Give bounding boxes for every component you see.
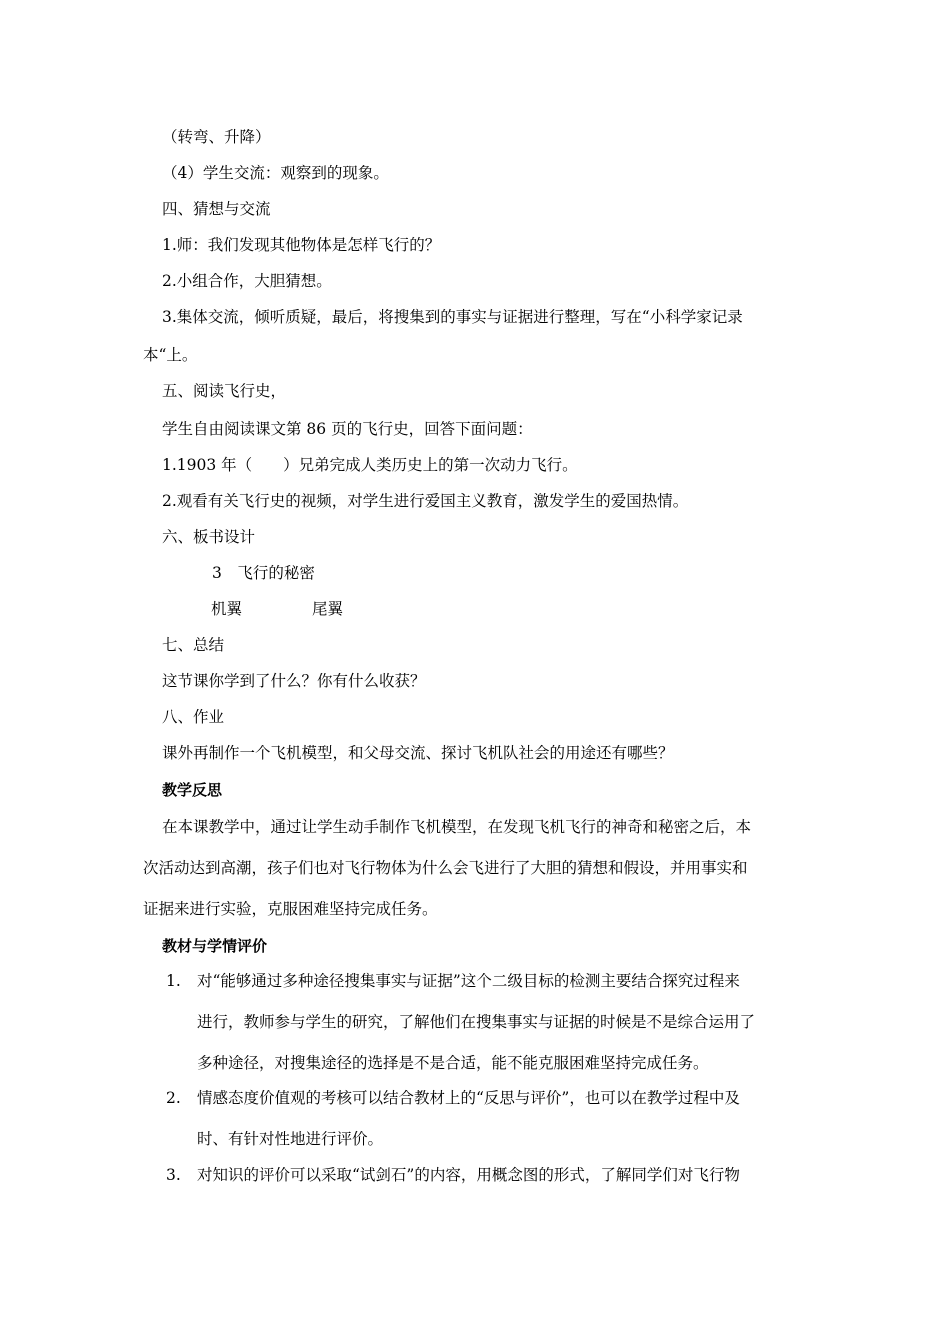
list-number: 3. [166,1166,181,1184]
list-number: 1. [166,972,181,990]
board-title: 3 飞行的秘密 [212,564,315,582]
board-item-left: 机翼 [211,600,243,618]
section-heading: 六、板书设计 [162,528,256,546]
list-item-line: 多种途径，对搜集途径的选择是不是合适，能不能克服困难坚持完成任务。 [197,1054,709,1072]
list-item-line: 对“能够通过多种途径搜集事实与证据”这个二级目标的检测主要结合探究过程来 [197,972,740,990]
section-heading: 八、作业 [162,708,225,726]
text-line: （4）学生交流：观察到的现象。 [162,164,389,182]
list-item-line: 时、有针对性地进行评价。 [197,1130,384,1148]
section-heading: 四、猜想与交流 [162,200,271,218]
reflection-heading: 教学反思 [162,781,223,799]
text-line: 次活动达到高潮，孩子们也对飞行物体为什么会飞进行了大胆的猜想和假设，并用事实和 [143,859,748,877]
text-line: 2.小组合作，大胆猜想。 [162,272,332,290]
board-item-right: 尾翼 [312,600,344,618]
text-line: 1.师：我们发现其他物体是怎样飞行的？ [162,236,441,254]
text-line: 3.集体交流，倾听质疑，最后，将搜集到的事实与证据进行整理，写在“小科学家记录 [162,308,743,326]
section-heading: 五、阅读飞行史， [162,382,287,400]
text-line: 证据来进行实验，克服困难坚持完成任务。 [143,900,438,918]
text-line: 学生自由阅读课文第 86 页的飞行史，回答下面问题： [162,420,533,438]
text-line: 在本课教学中，通过让学生动手制作飞机模型，在发现飞机飞行的神奇和秘密之后，本 [162,818,752,836]
text-line: 本“上。 [143,346,198,364]
text-line: （转弯、升降） [162,128,271,146]
list-item-line: 对知识的评价可以采取“试剑石”的内容，用概念图的形式，了解同学们对飞行物 [197,1166,740,1184]
list-item-line: 情感态度价值观的考核可以结合教材上的“反思与评价”，也可以在教学过程中及 [197,1089,740,1107]
list-item-line: 进行，教师参与学生的研究，了解他们在搜集事实与证据的时候是不是综合运用了 [197,1013,756,1031]
section-heading: 七、总结 [162,636,225,654]
text-line: 这节课你学到了什么？你有什么收获？ [162,672,426,690]
text-line: 2.观看有关飞行史的视频，对学生进行爱国主义教育，激发学生的爱国热情。 [162,492,689,510]
evaluation-heading: 教材与学情评价 [162,937,268,955]
list-number: 2. [166,1089,181,1107]
text-line: 课外再制作一个飞机模型，和父母交流、探讨飞机队社会的用途还有哪些？ [162,744,674,762]
text-line: 1.1903 年（ ）兄弟完成人类历史上的第一次动力飞行。 [162,456,578,474]
